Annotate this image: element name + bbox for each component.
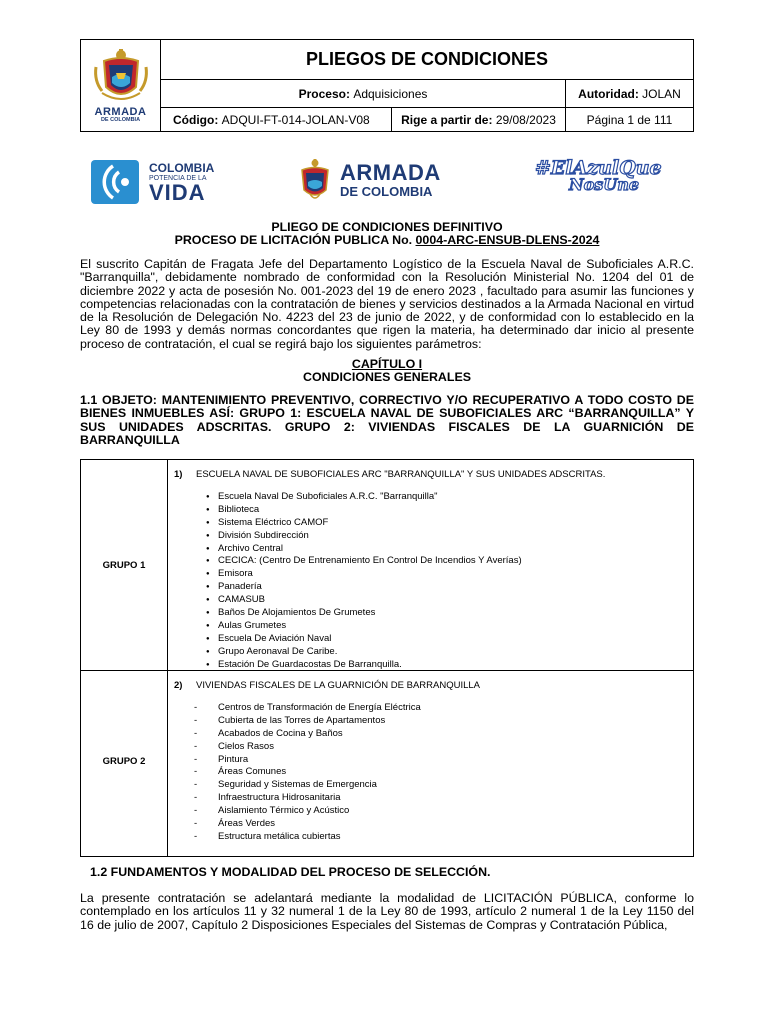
list-item: ● Sistema Eléctrico CAMOF [218,517,522,530]
group-1-title-text: ESCUELA NAVAL DE SUBOFICIALES ARC "BARRANQUILLA" Y SUS UNIDADES ADSCRITAS. [196,469,606,480]
header-row-process [161,80,693,108]
section-1-2: 1.2 FUNDAMENTOS Y MODALIDAD DEL PROCESO DE SELECCIÓN. [90,865,491,879]
group-2-list [218,702,421,844]
chapter-title: CONDICIONES GENERALES [303,370,471,385]
chapter-number: CAPÍTULO I [351,357,423,371]
list-item: ● Archivo Central [218,543,522,556]
list-item: ● Biblioteca [218,504,522,517]
doc-process-number: 0004-ARC-ENSUB-DLENS-2024 [415,233,600,248]
code-value: ADQUI-FT-014-JOLAN-V08 [221,112,370,127]
colombia-text: COLOMBIA [149,161,215,175]
list-item: - Cielos Rasos [218,741,421,754]
group-2-title [174,680,480,691]
list-item: - Centros de Transformación de Energía Eléctrica [218,702,421,715]
group-1-title [174,469,605,480]
page-title: PLIEGOS DE CONDICIONES [161,40,693,80]
list-item: ● CECICA: (Centro De Entrenamiento En Control De Incendios Y Averías) [218,555,522,568]
valid-cell [392,108,566,131]
list-item: - Áreas Comunes [218,766,421,779]
closing-paragraph: La presente contratación se adelantará mediante la modalidad de LICITACIÓN PÚBLICA, conforme lo contemplado en los artículos 11 y 32 numeral 1 de la Ley 80 de 1993, artículo 2 numeral 1 de la Ley 1150 del 16 de julio de 2007, Capítulo 2 Disposiciones Especiales del Sistemas de Compras y Contratación Pública, [80,891,694,932]
code-cell [161,108,392,131]
hashtag-text: #ElAzulQue [535,157,662,179]
list-item: - Infraestructura Hidrosanitaria [218,792,421,805]
page-info: Página 1 de 111 [586,112,673,127]
valid-value: 29/08/2023 [495,112,556,127]
authority-cell [566,80,693,107]
colombia-signal-icon [91,160,139,204]
list-item: - Aislamiento Térmico y Acústico [218,805,421,818]
authority-value: JOLAN [642,86,681,101]
logos-row [80,150,694,210]
authority-label: Autoridad: [578,86,639,101]
doc-title-line2 [80,234,694,247]
list-item: - Áreas Verdes [218,818,421,831]
group-1-label: GRUPO 1 [102,560,146,571]
vida-text: VIDA [149,180,206,205]
group-1-number: 1) [174,469,183,480]
list-item: ● CAMASUB [218,594,522,607]
list-item: - Cubierta de las Torres de Apartamentos [218,715,421,728]
hashtag-logo [535,158,685,204]
group-2-title-text: VIVIENDAS FISCALES DE LA GUARNICIÓN DE BARRANQUILLA [196,680,481,691]
intro-paragraph: El suscrito Capitán de Fragata Jefe del Departamento Logístico de la Escuela Naval de Suboficiales A.R.C. "Barranquilla", debidamente nombrado de conformidad con la Resolución Ministerial No. 1204 del 01 de diciembre 2022 y acta de posesión No. 001-2023 del 19 de enero 2023 , facultado para asumir las funciones y competencias relacionadas con la contratación de bienes y servicios destinados a la Armada Nacional en virtud de la Resolución de Delegación No. 4223 del 23 de junio de 2022, y de conformidad con lo establecido en la Ley 80 de 1993 y demás normas concordantes que rigen la materia, ha determinado dar inicio al presente proceso de contratación, el cual se regirá bajo los siguientes parámetros: [80,257,694,351]
potencia-text: POTENCIA DE LA [149,175,207,182]
group-1-list [218,491,522,671]
list-item: ● Escuela De Aviación Naval [218,633,522,646]
list-item: ● Baños De Alojamientos De Grumetes [218,607,522,620]
groups-table [80,459,694,857]
armada-shield-icon [298,158,332,204]
process-cell [161,80,566,107]
list-item: ● Escuela Naval De Suboficiales A.R.C. "Barranquilla" [218,491,522,504]
de-colombia-text: DE COLOMBIA [340,184,433,199]
list-item: ● Aulas Grumetes [218,620,522,633]
list-item: - Estructura metálica cubiertas [218,831,421,844]
list-item: ● Panadería [218,581,522,594]
doc-title-prefix: PROCESO DE LICITACIÓN PUBLICA No. [174,233,416,248]
armada-crest-icon [90,47,152,107]
doc-title [80,221,694,248]
code-label: Código: [173,112,219,127]
armada-text: ARMADA [340,160,441,185]
hashtag-text-2: NosUne [569,175,640,194]
chapter-heading [80,358,694,385]
section-1-1: 1.1 OBJETO: MANTENIMIENTO PREVENTIVO, CORRECTIVO Y/O RECUPERATIVO A TODO COSTO DE BIENES INMUEBLES ASÍ: GRUPO 1: ESCUELA NAVAL DE SUBOFICIALES ARC “BARRANQUILLA” Y SUS UNIDADES ADSCRITAS. GRUPO 2: VIVIENDAS FISCALES DE LA GUARNICIÓN DE BARRANQUILLA [80,393,694,447]
header-logo [81,40,161,131]
group-2-number: 2) [174,680,183,691]
list-item: - Pintura [218,754,421,767]
list-item: - Acabados de Cocina y Baños [218,728,421,741]
list-item: - Seguridad y Sistemas de Emergencia [218,779,421,792]
list-item: ● Grupo Aeronaval De Caribe. [218,646,522,659]
group-2-label: GRUPO 2 [102,756,146,767]
header-logo-text: ARMADA [94,106,147,118]
process-value: Adquisiciones [353,86,428,101]
header-row-code [161,108,693,131]
list-item: ● Emisora [218,568,522,581]
table-divider [167,460,168,856]
valid-label: Rige a partir de: [401,112,493,127]
list-item: ● Estación De Guardacostas De Barranquilla. [218,659,522,672]
header-logo-subtext: DE COLOMBIA [100,117,141,123]
document-header-table [80,39,694,132]
colombia-vida-logo [91,158,226,206]
armada-logo [298,156,458,206]
list-item: ● División Subdirección [218,530,522,543]
process-label: Proceso: [298,86,350,101]
doc-title-line1: PLIEGO DE CONDICIONES DEFINITIVO [271,220,503,234]
